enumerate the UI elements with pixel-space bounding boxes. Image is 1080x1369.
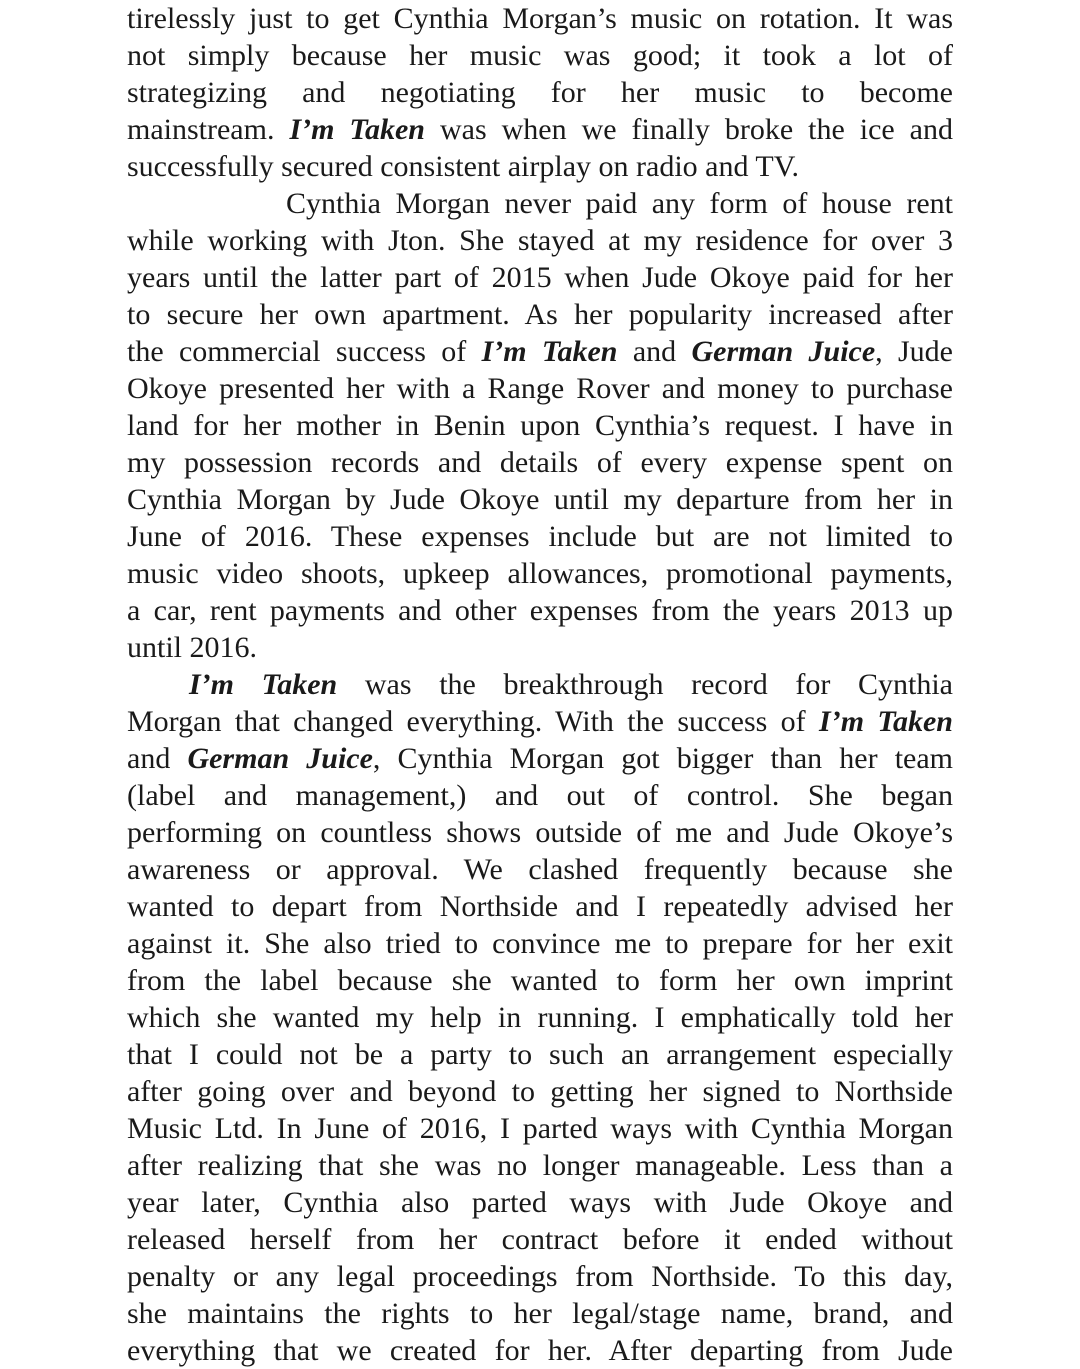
text-line [127,1332,953,1369]
text-run: and [617,335,692,368]
text-run: my possession records and details of every expense spent on [127,446,953,479]
text-line [127,259,953,296]
text-line [127,370,953,407]
text-line [127,407,953,444]
text-run: which she wanted my help in running. I emphatically told her [127,1001,953,1034]
text-line [127,222,953,259]
text-run: Music Ltd. In June of 2016, I parted ways with Cynthia Morgan [127,1112,953,1145]
song-title-emphasis: German Juice [187,742,373,775]
text-run: music video shoots, upkeep allowances, promotional payments, [127,557,953,590]
text-run: strategizing and negotiating for her music to become [127,76,953,109]
text-line [127,37,953,74]
text-line [127,1258,953,1295]
text-line [127,925,953,962]
text-run: mainstream. [127,113,290,146]
text-run: land for her mother in Benin upon Cynthia’s request. I have in [127,409,953,442]
text-run: and [127,742,188,775]
text-line [127,1036,953,1073]
text-line [127,629,953,666]
text-run: wanted to depart from Northside and I repeatedly advised her [127,890,953,923]
text-run: after realizing that she was no longer manageable. Less than a [127,1149,953,1182]
document-body [127,0,953,1369]
text-line [127,481,953,518]
text-run: Cynthia Morgan by Jude Okoye until my departure from her in [127,483,953,516]
text-run: until 2016. [127,631,258,664]
song-title-emphasis: German Juice [691,335,876,368]
song-title-emphasis: I’m Taken [819,705,953,738]
text-line [127,1073,953,1110]
text-run: not simply because her music was good; it took a lot of [127,39,953,72]
text-line [127,148,953,185]
text-line [127,592,953,629]
text-run: a car, rent payments and other expenses from the years 2013 up [127,594,953,627]
text-run: was the breakthrough record for Cynthia [337,668,953,701]
text-line [127,962,953,999]
text-line [127,1295,953,1332]
text-run: penalty or any legal proceedings from Northside. To this day, [127,1260,953,1293]
text-line [127,814,953,851]
text-line [127,296,953,333]
text-run: against it. She also tried to convince me to prepare for her exit [127,927,953,960]
text-run: everything that we created for her. After departing from Jude [127,1334,953,1367]
text-run: was when we finally broke the ice and [425,113,954,146]
song-title-emphasis: I’m Taken [189,668,338,701]
text-line [127,518,953,555]
text-line [127,1147,953,1184]
text-run: Morgan that changed everything. With the success of [127,705,820,738]
text-line [127,703,953,740]
text-run: year later, Cynthia also parted ways with Jude Okoye and [127,1186,953,1219]
text-run: awareness or approval. We clashed frequently because she [127,853,953,886]
text-run: years until the latter part of 2015 when Jude Okoye paid for her [127,261,953,294]
text-run: to secure her own apartment. As her popularity increased after [127,298,953,331]
text-run: she maintains the rights to her legal/stage name, brand, and [127,1297,953,1330]
text-run: after going over and beyond to getting her signed to Northside [127,1075,953,1108]
text-line [127,0,953,37]
text-line [127,333,953,370]
text-run: Okoye presented her with a Range Rover and money to purchase [127,372,953,405]
text-line [127,777,953,814]
text-run: while working with Jton. She stayed at my residence for over 3 [127,224,953,257]
text-run: successfully secured consistent airplay on radio and TV. [127,150,800,183]
song-title-emphasis: I’m Taken [481,335,618,368]
text-line [127,185,953,222]
text-run: from the label because she wanted to form her own imprint [127,964,953,997]
text-run: that I could not be a party to such an arrangement especially [127,1038,953,1071]
text-line [127,851,953,888]
text-run: (label and management,) and out of control. She began [127,779,953,812]
text-line [127,1110,953,1147]
text-line [127,1221,953,1258]
song-title-emphasis: I’m Taken [289,113,425,146]
text-line [127,111,953,148]
text-run: , Jude [875,335,954,368]
text-line [127,1184,953,1221]
text-line [127,666,953,703]
text-run: the commercial success of [127,335,482,368]
text-run: Cynthia Morgan never paid any form of house rent [286,187,953,220]
text-run: released herself from her contract before it ended without [127,1223,953,1256]
text-line [127,74,953,111]
text-line [127,740,953,777]
text-line [127,555,953,592]
text-line [127,888,953,925]
document-page [127,0,953,1369]
text-line [127,444,953,481]
text-run: tirelessly just to get Cynthia Morgan’s music on rotation. It was [127,2,953,35]
text-run: , Cynthia Morgan got bigger than her team [372,742,953,775]
text-run: June of 2016. These expenses include but are not limited to [127,520,953,553]
text-run: performing on countless shows outside of me and Jude Okoye’s [127,816,953,849]
text-line [127,999,953,1036]
